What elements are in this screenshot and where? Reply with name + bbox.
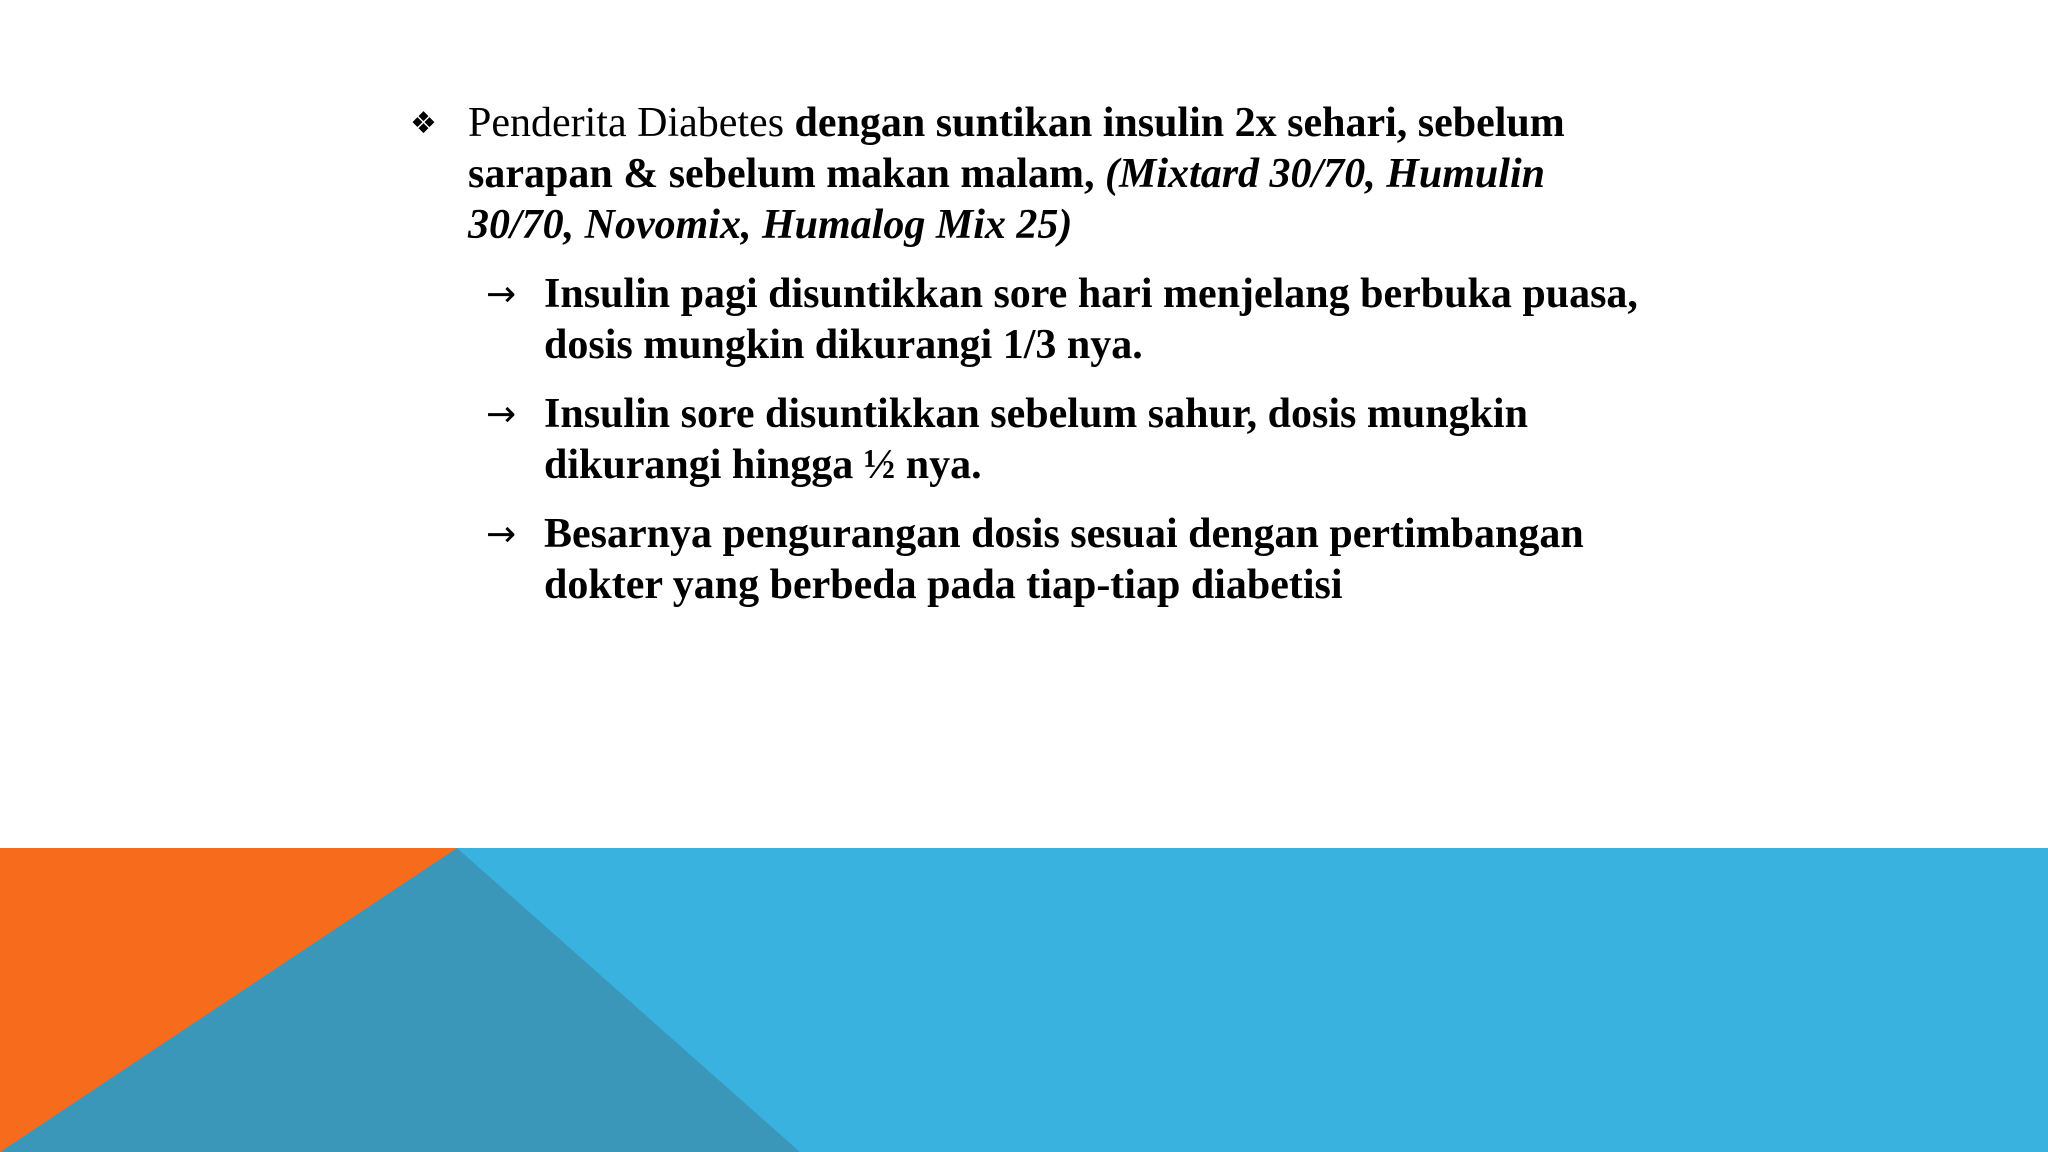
slide-content [410, 98, 1640, 629]
main-text-product-list: (Mixtard 30/70, Humulin 30/70, Novomix, Humalog Mix 25) [468, 151, 1545, 248]
sub-bullet-item [486, 269, 1640, 371]
arrow-right-icon: → [486, 394, 517, 435]
sub-bullet-item [486, 389, 1640, 491]
sub-bullet-text: Insulin sore disuntikkan sebelum sahur, dosis mungkin dikurangi hingga ½ nya. [544, 391, 1528, 488]
main-text-bold: dengan suntikan insulin 2x sehari, sebelum sarapan & sebelum makan malam, [468, 100, 1565, 197]
sub-bullet-text: Insulin pagi disuntikkan sore hari menjelang berbuka puasa, dosis mungkin dikurangi 1/3 nya. [544, 271, 1638, 368]
arrow-right-icon: → [486, 514, 517, 555]
sub-bullet-text: Besarnya pengurangan dosis sesuai dengan pertimbangan dokter yang berbeda pada tiap-tiap diabetisi [544, 511, 1584, 608]
main-text-regular: Penderita Diabetes [468, 100, 795, 146]
sub-bullet-item [486, 509, 1640, 611]
diamond-bullet-icon: ❖ [410, 106, 437, 141]
arrow-right-icon: → [486, 274, 517, 315]
main-bullet-item [410, 98, 1640, 251]
sub-bullet-list [410, 269, 1640, 611]
